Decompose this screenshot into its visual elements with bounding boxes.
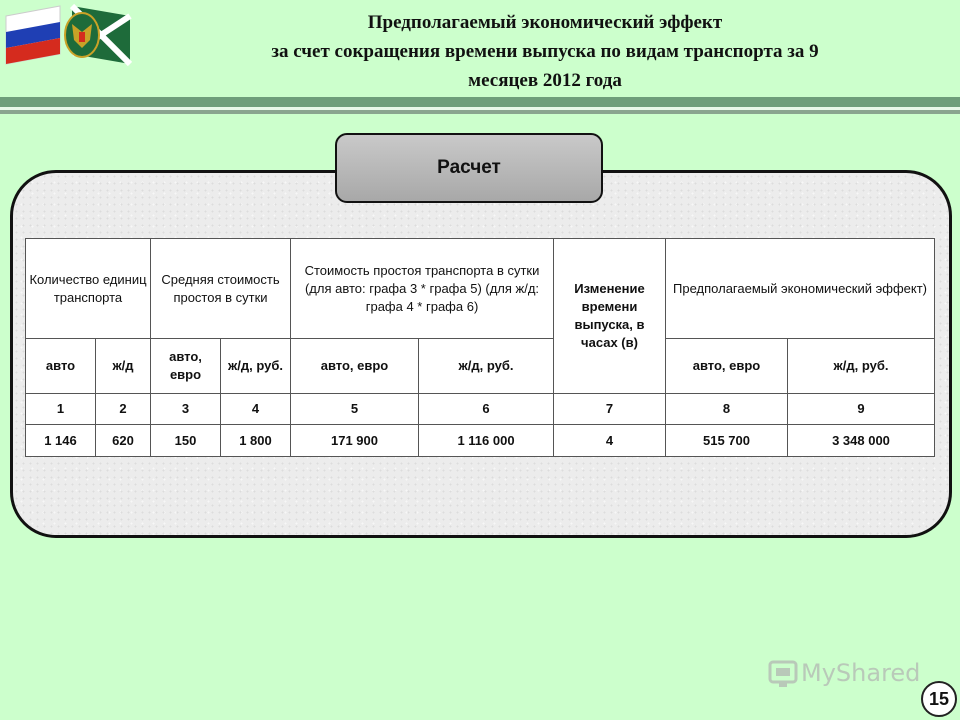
data-cell: 150 bbox=[151, 425, 221, 457]
column-number-cell: 9 bbox=[788, 394, 935, 425]
watermark bbox=[767, 656, 920, 690]
calculation-tab-label: Расчет bbox=[437, 157, 501, 178]
page-title bbox=[150, 8, 940, 95]
column-number-cell: 2 bbox=[96, 394, 151, 425]
column-number-cell: 5 bbox=[291, 394, 419, 425]
column-number-cell: 7 bbox=[554, 394, 666, 425]
customs-flag-emblem-icon bbox=[2, 2, 132, 66]
title-line-2: за счет сокращения времени выпуска по видам транспорта за 9 bbox=[271, 41, 819, 62]
header-effect: Предполагаемый экономический эффект) bbox=[666, 239, 935, 339]
title-line-3: месяцев 2012 года bbox=[468, 70, 622, 91]
data-cell: 1 800 bbox=[221, 425, 291, 457]
data-cell: 171 900 bbox=[291, 425, 419, 457]
subheader-cell: авто, евро bbox=[291, 339, 419, 394]
column-number-cell: 4 bbox=[221, 394, 291, 425]
subheader-cell: ж/д, руб. bbox=[419, 339, 554, 394]
economic-effect-table bbox=[25, 238, 935, 457]
subheader-cell: авто, евро bbox=[151, 339, 221, 394]
page-number: 15 bbox=[928, 688, 950, 709]
header-daily-cost: Стоимость простоя транспорта в сутки (для авто: графа 3 * графа 5) (для ж/д: графа 4 * графа 6) bbox=[291, 239, 554, 339]
data-cell: 1 146 bbox=[26, 425, 96, 457]
page-number-badge bbox=[921, 681, 957, 717]
subheader-cell: ж/д bbox=[96, 339, 151, 394]
data-cell: 515 700 bbox=[666, 425, 788, 457]
header-divider-bottom bbox=[0, 110, 960, 114]
column-number-cell: 1 bbox=[26, 394, 96, 425]
data-cell: 1 116 000 bbox=[419, 425, 554, 457]
data-cell: 4 bbox=[554, 425, 666, 457]
header-time-change: Изменение времени выпуска, в часах (в) bbox=[554, 239, 666, 394]
data-cell: 620 bbox=[96, 425, 151, 457]
column-number-cell: 3 bbox=[151, 394, 221, 425]
title-line-1: Предполагаемый экономический эффект bbox=[367, 12, 723, 33]
header bbox=[0, 0, 960, 100]
calculation-tab bbox=[335, 133, 603, 203]
watermark-text: MyShared bbox=[801, 659, 921, 687]
header-avg-cost: Средняя стоимость простоя в сутки bbox=[151, 239, 291, 339]
column-number-cell: 6 bbox=[419, 394, 554, 425]
column-number-cell: 8 bbox=[666, 394, 788, 425]
subheader-cell: ж/д, руб. bbox=[788, 339, 935, 394]
header-divider bbox=[0, 97, 960, 107]
myshared-logo-icon bbox=[767, 656, 801, 690]
subheader-cell: ж/д, руб. bbox=[221, 339, 291, 394]
data-cell: 3 348 000 bbox=[788, 425, 935, 457]
subheader-cell: авто bbox=[26, 339, 96, 394]
subheader-cell: авто, евро bbox=[666, 339, 788, 394]
header-units: Количество единиц транспорта bbox=[26, 239, 151, 339]
